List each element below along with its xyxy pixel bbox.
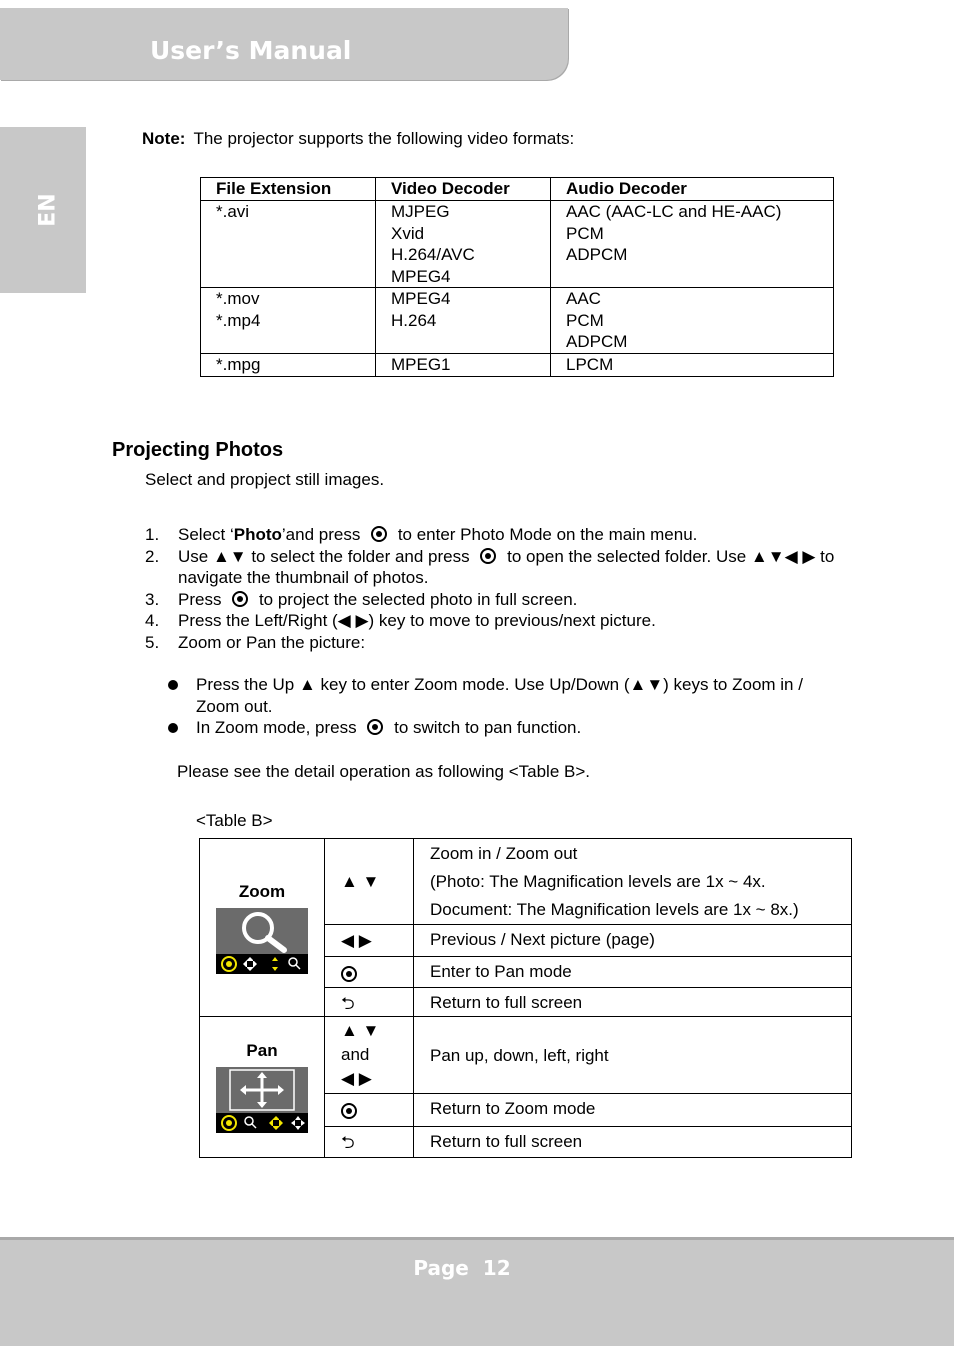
magnifier-icon [216, 908, 308, 974]
table-b [199, 838, 852, 1158]
desc-previous-next: Previous / Next picture (page) [414, 925, 852, 957]
bullet-dot-icon [168, 723, 178, 733]
pan-arrows-icon [216, 1067, 308, 1133]
header-title: User’s Manual [150, 36, 352, 65]
key-ok [325, 1094, 414, 1127]
key-ok [325, 957, 414, 988]
list-item: 5. Zoom or Pan the picture: [145, 632, 366, 652]
ok-button-icon [371, 526, 387, 542]
desc-enter-pan: Enter to Pan mode [414, 957, 852, 988]
footer [0, 1237, 954, 1346]
col-audio-decoder: Audio Decoder [551, 178, 834, 201]
zoom-mode-cell [200, 839, 325, 1017]
video-formats-table [200, 177, 834, 377]
zoom-label: Zoom [238, 881, 286, 901]
col-video-decoder: Video Decoder [376, 178, 551, 201]
ok-button-icon [341, 1103, 357, 1119]
cell-audio: AAC PCM ADPCM [551, 288, 834, 354]
zoom-screen-thumbnail [216, 908, 308, 974]
desc-zoom-in-out: Zoom in / Zoom out (Photo: The Magnification levels are 1x ~ 4x. Document: The Magnification levels are 1x ~ 8x.) [414, 839, 852, 925]
page-number: Page 12 [413, 1256, 511, 1280]
key-up-down: ▲ ▼ [325, 839, 414, 925]
section-subtitle: Select and propject still images. [145, 470, 385, 489]
desc-return-full-screen: Return to full screen [414, 988, 852, 1017]
list-item: 1. Select ‘Photo’and press to enter Photo Mode on the main menu. [145, 525, 698, 544]
ok-button-icon [341, 966, 357, 982]
cell-video: MPEG4 H.264 [376, 288, 551, 354]
note-label: Note: [142, 129, 186, 148]
list-item: In Zoom mode, press to switch to pan function. [166, 717, 806, 739]
bullet-list [166, 674, 806, 739]
table-row [200, 1017, 852, 1094]
section-title: Projecting Photos [112, 439, 284, 461]
list-item: 4. Press the Left/Right (◀ ▶) key to move to previous/next picture. [145, 611, 656, 630]
language-label: EN [35, 193, 61, 227]
return-icon: ⮌ [325, 1127, 414, 1158]
ok-button-icon [480, 548, 496, 564]
pan-screen-thumbnail [216, 1067, 308, 1133]
return-icon: ⮌ [325, 988, 414, 1017]
cell-ext: *.avi [201, 201, 376, 288]
table-row [200, 839, 852, 925]
list-item: Press the Up ▲ key to enter Zoom mode. Use Up/Down (▲▼) keys to Zoom in / Zoom out. [166, 674, 806, 717]
table-row [201, 201, 834, 288]
cell-video: MJPEG Xvid H.264/AVC MPEG4 [376, 201, 551, 288]
list-item: 2. Use ▲▼ to select the folder and press to open the selected folder. Use ▲▼◀ ▶ to navigate the thumbnail of photos. [145, 546, 835, 587]
table-b-caption: <Table B> [196, 811, 273, 830]
ok-button-icon [367, 719, 383, 735]
list-item: 3. Press to project the selected photo in full screen. [145, 589, 578, 609]
table-header-row [201, 178, 834, 201]
see-table-text: Please see the detail operation as following <Table B>. [177, 762, 590, 781]
col-file-extension: File Extension [201, 178, 376, 201]
cell-video: MPEG1 [376, 354, 551, 377]
note-text: The projector supports the following video formats: [193, 129, 575, 148]
bullet-dot-icon [168, 680, 178, 690]
desc-pan-directions: Pan up, down, left, right [414, 1017, 852, 1094]
table-row [201, 288, 834, 354]
pan-label: Pan [246, 1041, 278, 1060]
note [142, 129, 574, 149]
desc-return-full-screen: Return to full screen [414, 1127, 852, 1158]
desc-return-zoom: Return to Zoom mode [414, 1094, 852, 1127]
table-row [201, 354, 834, 377]
cell-ext: *.mov *.mp4 [201, 288, 376, 354]
ok-button-icon [232, 591, 248, 607]
key-left-right: ◀ ▶ [325, 925, 414, 957]
steps-list [145, 524, 845, 653]
cell-audio: AAC (AAC-LC and HE-AAC) PCM ADPCM [551, 201, 834, 288]
pan-mode-cell [200, 1017, 325, 1158]
cell-ext: *.mpg [201, 354, 376, 377]
key-arrows: ▲ ▼ and ◀ ▶ [325, 1017, 414, 1094]
cell-audio: LPCM [551, 354, 834, 377]
